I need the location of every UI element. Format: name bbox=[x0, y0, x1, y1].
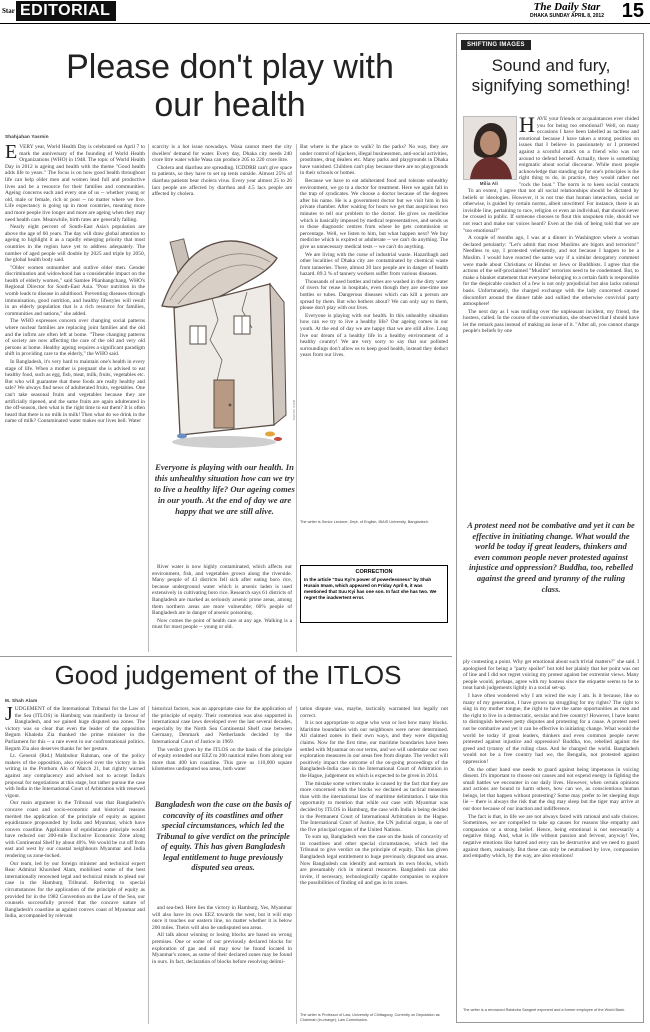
column-label: SHIFTING IMAGES bbox=[461, 40, 531, 50]
article2-col2 bbox=[152, 706, 292, 796]
dateline: DHAKA SUNDAY APRIL 8, 2012 bbox=[529, 13, 604, 19]
article1-col2-bottom bbox=[152, 564, 292, 654]
masthead bbox=[530, 1, 604, 19]
paragraph: "Older women outnumber and outlive older men. Gender discrimination and widowhood has a considerable impact on the health of elderly women," said Samlee Plianbangchang, WHO's Regional Director for South-East Asia. "Poor nutrition in the womb leads to disease in adulthood. Preventing diseases through immunisation, good nutrition, and healthy lifestyles will result in an elderly population that is a rich resource for families, communities and nations," she added. bbox=[5, 264, 145, 317]
column3-pull-quote: A protest need not be combative and yet it can be effective in initiating change. What would the world be today if great leaders, thinkers and even common people never protested against injustice and oppression? Buddha, too, rebelled against the greed and tyranny of the ruling class. bbox=[467, 521, 635, 594]
column3-headline: Sound and fury, signifying something! bbox=[471, 56, 631, 95]
paragraph: River water is now highly contaminated, which affects our environment, fish, and vegetables grown along the riverside. Many people of 43 districts fell sick after eating boro rice, because underground water which is arsenic laden is used extensively in cultivating boro rice. Research says 61 districts of Bangladesh are marked as seriously arsenic prone areas, among them northern areas are more vulnerable; 60% people of Bangladesh are in danger of arsenic poisoning. bbox=[152, 564, 292, 617]
paragraph: Now comes the point of health care at any age. Walking is a must for most people -- young or old. bbox=[152, 617, 292, 631]
shifting-images-column bbox=[456, 33, 644, 1023]
paragraph: I have often wondered why I am wired the way I am. Is it because, like so many of my generation, I have grown up struggling for my rights? The right to sing in my mother tongue, the right to have the same opportunities as men and the right to live in a democratic, secular and free country! However, I have learnt to distinguish between petty disputes and protesting for a cause. A protest need not be combative and yet it can be effective in initiating change. What would the world be today if great leaders, thinkers and even common people never protested against injustice and oppression? Buddha, too, rebelled against the greed and tyranny of the ruling class. And he changed the world. Bangladesh would not be a free country had we, the Bengalis, not protested against oppression! bbox=[463, 692, 639, 765]
paragraph: But where is the place to walk? In the parks? No way, they are under control of hijackers, illegal businessmen, anti-social activities, prostitutes, drug dealers etc. Many parks and playgrounds in Dhaka have vanished. Children can't play because there are no playgrounds in their schools or homes. bbox=[300, 144, 448, 177]
paragraph: The WHO expresses concern over changing social patterns where nuclear families are replacing joint families and the old and the infirm are often left at home. "These changing patterns of society are now affecting the care of the old and very old persons at home. Healthy ageing requires a significant paradigm shift in providing care to the elderly," the WHO said. bbox=[5, 318, 145, 358]
author-portrait-image bbox=[464, 117, 516, 179]
paragraph: UDGEMENT of the International Tribunal for the Law of the Sea (ITLOS) in Hamburg was manifestly in favour of Bangladesh, and we gained huge disputed sea zones. The victory was so clear that even the leader of the opposition Begum Khaleda Zia thanked the prime minister in the Parliament for this -- a rare event in our confrontational politics. Begum Zia also deserves thanks for her gesture. bbox=[5, 706, 145, 752]
crumbling-house-image bbox=[152, 210, 297, 455]
article1-pull-quote: Everyone is playing with our health. In this unhealthy situation how can we try to live a healthy life? Our ageing comes in our youth. At the end of day we are happy that we are still alive. bbox=[154, 462, 295, 516]
paragraph: On the other hand one needs to guard against being impetuous in voicing dissent. It's important to choose our causes and not expend energy in fighting the small battles we encounter in our daily lives. However, when certain opinions and actions are bound to harm others, how can we, as conscientious human beings, let that happen without protesting? Some may prefer to let sleeping dogs lie -- there is always the risk that the dog may sleep but the tiger may arrive at our door because of our inaction and indifference. bbox=[463, 766, 639, 813]
paragraph: scarcity is a hot issue nowadays. Wasa cannot meet the city dwellers' demand for water. Every day, Dhaka city needs 240 crore litre water while Wasa can produce 205 to 220 crore litre. bbox=[152, 144, 292, 164]
paragraph: Because we have to eat adulterated food and tolerate unhealthy environment, we go to a doctor for treatment. Here we again fall in the trap of syndicates. We choose a doctor because of the degrees after his name. He is a government doctor but we visit him in his private chamber. After waiting for hours we get that auspicious two minutes to tell our problem to the doctor. He gives us medicine which is basically imposed by medical representatives, and sends us to those diagnostic centres from where he gets commission or percentage. Well, we listen to him, but what happen next? We buy medicine which is expired or adulterate -- we can't do anything. The give us unnecessary medical tests -- we can't do anything. bbox=[300, 177, 448, 250]
article-divider bbox=[0, 656, 452, 657]
paragraph: Nearly eight percent of South-East Asia's population are above the age of 60 years. The day will draw global attention to ageing to highlight it as a rapidly emerging priority that most countries in the region have yet to address adequately. The number of aged people will double by 2025 and triple by 2050, the global health body said. bbox=[5, 224, 145, 264]
article2-footnote: The writer is Professor of Law, University of Chittagong. Currently on Deputation as Chairman (in-charge), Law Commission. bbox=[300, 1013, 440, 1022]
section-title: EDITORIAL bbox=[16, 1, 116, 21]
author-name: Milia Ali bbox=[479, 181, 499, 186]
article1-footnote: The writer is Senior Lecturer, Dept. of English, IBAIS University, Bangladesh. bbox=[300, 520, 429, 524]
correction-title: CORRECTION bbox=[355, 569, 393, 575]
paragraph: Lt. General (Rtd.) Mahbubur Rahman, one of the policy makers of the opposition, also rejoiced over the victory in his writing in the Prothom Alo of March 21, but rightly warned against any complacency and advised not to accept India's proposal for negotiations at this stage, but rather pursue the case with India in the International Court of Arbitration with renewed vigour. bbox=[5, 753, 145, 799]
article2-col1 bbox=[5, 706, 145, 1024]
paragraph: To sum up, Bangladesh won the case on the basis of concavity of its coastlines and other special circumstances, which led the Tribunal to give verdict on the principle of equity. This has given Bangladesh legal entitlement to huge previously disputed sea areas. Now Bangladesh can identify and earmark its own blocks, which are presumably rich in mineral resources. Bangladesh can also invite, if necessary, technologically capable companies to explore the possibilities of finding oil and gas in its zones. bbox=[300, 834, 448, 887]
article1-col2 bbox=[152, 144, 292, 204]
paragraph: Thousands of used bottles and tubes are washed in the dirty water of rivers for reuse in hospitals, even though they are one-time use bottles or tubes. Dangerous diseases which can kill a person are spread by them. But who bothers about? We can only say to them, please don't play with our lives. bbox=[300, 278, 448, 312]
header-rule bbox=[0, 23, 650, 24]
page-header bbox=[0, 0, 650, 22]
column3-footnote: The writer is a renowned Rabindra Sangeet exponent and a former employee of the World Bank. bbox=[463, 1008, 626, 1012]
paragraph: ply contesting a point. Why get emotional about such trivial matters?" she said. I apologised for being a "party spoiler" but told her plainly that her point was out of line and I did not regret voicing my protest against her extremist views. Many people would, perhaps, agree with my hostess since the etiquette seems to be to treat harsh judgements lightly in a social set-up. bbox=[463, 659, 639, 692]
article2-col3 bbox=[300, 706, 448, 1008]
column-divider bbox=[296, 144, 297, 652]
paragraph: VERY year, World Health Day is celebrated on April 7 to mark the anniversary of the founding of World Health Organizations (WHO) in 1948. The topic of World Health Day in 2012 is ageing and health with the theme "Good health adds life to years." The focus is on how good health throughout life can help older men and women lead full and productive lives and be a resource for their families and communities. Ageing concerns each and every one of us -- whether young or old, male or female, rich or poor -- no matter where we live. Life expectancy is going up in most countries, meaning more and more people live longer and more are ageing when they may need health care. Meanwhile, birth rates are generally falling. bbox=[5, 144, 145, 223]
paragraph: To an extent, I agree that not all social relationships should be dictated by beliefs or ideologies. However, it is not true that human interaction, social or otherwise, is guided by certain norms, albeit unwritten! For instance, there is an invisible line, pertaining to race, religion or even an individual, that should never be crossed in public. If someone chooses to flout this unspoken rule, should we not react and make our voices heard? Even at the risk of being told that we are "too emotional?" bbox=[463, 188, 639, 234]
paragraph: Our team, led by our foreign minister and technical expert Rear Admiral Khurshed Alam, mobilised some of the best internationally renowned legal and technical minds to plead our case in the Hamburg Tribunal. Referring to special circumstances for the application of the principle of equity as provided for in the 1982 Convention on the Law of the Sea, our counsels successfully proved that the concave nature of Bangladesh's coastline as against convex coast of Myanmar and India, accompanied by relevant bbox=[5, 860, 145, 920]
paragraph: The next day as I was mulling over the unpleasant incident, my friend, the hostess, called. In the course of the conversation, she observed that I should have let the remark pass instead of making an issue of it. "After all, you cannot change people's beliefs by one bbox=[463, 308, 639, 335]
paragraph: Cholera and diarrhea are spreading. ICDDRB can't give space to patients, so they have to set up tents outside. Almost 25% of diarrhea patients bear cholera virus. Every year almost 25 to 26 lacs people are affected by diarrhea and 4.5 lacs people are affected by cholera. bbox=[152, 164, 292, 198]
article2-dropcap: J bbox=[5, 706, 13, 725]
masthead-name: The Daily Star bbox=[533, 1, 601, 13]
house-illustration bbox=[152, 210, 297, 455]
paragraph: We are living with the curse of industrial waste. Hazaribagh and other localities of Dhaka city are contaminated by chemical waste from tanneries. There, almost 20 lacs people are in danger of health hazard. 89.3 % of tannery workers suffer from various diseases. bbox=[300, 251, 448, 278]
paragraph: The fact is that, in life we are not always faced with rational and safe choices. Sometimes, we are compelled to take up causes for reasons like empathy and compassion or a strong belief. Hence, being emotional is not necessarily a negative thing. And, what is life without passion and fervour, anyway! Yes, negative emotions like hatred and envy can be destructive and we need to guard against them, zealously. But these can only be neutralised by love, compassion and empathy which, by the way, are also emotions! bbox=[463, 813, 639, 860]
column-divider bbox=[148, 706, 149, 1024]
correction-box bbox=[300, 565, 448, 623]
paragraph: Our main argument in the Tribunal was that Bangladesh's concave coast and socio-economic and historical reasons merited the application of the principle of equity as against equidistance propounded by India and Myanmar, which have convex coastline. Application of equidistance principle would have reduced our 200-mile Exclusive Economic Zone along with Continental Shelf by about 40%. We would be cut off from east and west by our coastal neighbours Myanmar and India rendering us zone-locked. bbox=[5, 800, 145, 860]
article2-col2-bottom bbox=[152, 905, 292, 1025]
article2-byline: M. Shah Alam bbox=[5, 698, 38, 703]
page-number: 15 bbox=[621, 0, 644, 22]
article1-headline: Please don't play with our health bbox=[66, 48, 394, 124]
paragraph: AVE your friends or acquaintances ever chided you for being too emotional? Well, on many occasions I have been labelled as tactless and emotional because I have taken a strong position on issues that I believe in passionately or I protested against a scornful attack on a friend who was not around to defend herself. Actually, there is something enigmatic about social discourse. While most people acknowledge that standing up for one's principles is the right thing to do, in practice, they would rather not "rock the boat." The norm is to keep social contacts bbox=[519, 116, 639, 186]
correction-body: In the article "Suu Kyi's power of powerlessness" by Shah Husain Imam, which appeared on Friday April 6, it was mentioned that Suu Kyi has one son. In fact she has two. We regret the inadvertent error. bbox=[304, 577, 437, 600]
column3-body bbox=[463, 188, 639, 518]
paragraph: historical factors, was an appropriate case for the application of the principle of equity. Their contention was also supported in international case laws developed over the last several decades, especially by the North Sea Continental Shelf case between Germany, Denmark and Netherlands decided by the International Court of Justice in 1969. bbox=[152, 706, 292, 745]
article1-dropcap: E bbox=[5, 144, 18, 163]
column3-body-bottom bbox=[463, 659, 639, 1004]
article2-pull-quote: Bangladesh won the case on the basis of concavity of its coastlines and other special circumstances, which led the Tribunal to give verdict on the principle of equity. This has given Bangladesh legal entitlement to huge previously disputed sea areas. bbox=[154, 800, 292, 872]
paragraph: The mistake some writers make is caused by the fact that they are more concerned with the blocks we declared as tactical measures than with the international law of maritime delimitation. I take this opportunity to mention that while our case with Myanmar was decided by ITLOS in Hamburg, the case with India is being decided in the Permanent Court of International Arbitration in the Hague. The International Court of Justice, the UN judicial organ, is one of the five principal organs of the United Nations. bbox=[300, 780, 448, 833]
column-divider bbox=[148, 144, 149, 652]
column3-intro bbox=[519, 116, 639, 186]
paragraph: and sea-bed. Here lies the victory in Hamburg. Yes, Myanmar will also have its own EEZ towards the west, but it will stop once it touches our eastern line, no matter whether it is below 200 miles. Theirs will also be undisputed sea areas. bbox=[152, 905, 292, 931]
paragraph: All talk about winning or losing blocks are based on wrong premises. One or some of our previously declared blocks for exploration of gas and oil may now be found located in Myanmar's zones, as some of their declared zones may be found in ours. In fact, declaration of blocks before resolving delimi- bbox=[152, 932, 292, 965]
photo-credit: PHOTO: STAR bbox=[292, 400, 296, 421]
article1-col1 bbox=[5, 144, 145, 652]
paragraph: In Bangladesh, it's very hard to maintain one's health in every stage of life. When a mother is pregnant she is advised to eat healthy food, such as egg, fish, meat, milk, fruits, vegetables etc. But who will guarantee that these foods are really healthy and safe? We always find news of adulterated fruits, vegetables. One can't take seasonal fruits and vegetables because they are artificially ripened, and the same fruits are again adulterated in the off-season, then what is the right time to eat them? It is often heard that there is no milk in milk! Then what do we drink in the name of milk? Contaminated water makes our lives hell. Water bbox=[5, 359, 145, 425]
column-divider bbox=[296, 706, 297, 1024]
article2-headline: Good judgement of the ITLOS bbox=[54, 660, 402, 690]
column3-dropcap: H bbox=[519, 116, 535, 137]
article1-byline: Shahjahan Yasmin bbox=[5, 134, 49, 139]
article1-col3 bbox=[300, 144, 448, 518]
star-logo: Star bbox=[2, 6, 15, 15]
paragraph: A couple of months ago, I was at a dinner in Washington where a woman declared petulantly: "Let's admit that most Muslims are bigots and terrorists!" Needless to say, I protested vehemently, and not because I happen to be a Muslim. I would have reacted the same way if a similar derogatory comment were made about Christians or Hindus or Jews or Buddhists. I agree that the actions of the self-proclaimed "Muslim" terrorists need to be condemned. But, to make a blanket statement that everyone belonging to a certain faith is responsible for the despicable conduct of a few is not only prejudicial but also lacks rational basis. Unfortunately, the charged exchange with the lady concerned caused discomfort around the dinner table and sullied the otherwise convivial party atmosphere! bbox=[463, 235, 639, 308]
paragraph: tation dispute was, maybe, tactically warranted but legally not correct. bbox=[300, 706, 448, 719]
paragraph: It is not appropriate to argue who won or lost how many blocks. Maritime boundaries with our neighbours were never determined. All claimed zones in their own ways, and they were disputing claims. Now for the first time, our maritime boundaries have been settled with Myanmar on our terms, and we will undertake our own exploration measures in our areas free from dispute. The verdict will positively impact the outcome of the on-going proceedings of the Bangladesh-India case in the International Court of Arbitration in the Hague, judgement on which is expected to be given in 2014. bbox=[300, 720, 448, 779]
author-photo bbox=[463, 116, 517, 180]
paragraph: The verdict given by the ITLOS on the basis of the principle of equity extended our EEZ to 200 nautical miles from along our more than 400 km coastline. This gave us 110,000 square kilometres undisputed sea areas, both water bbox=[152, 746, 292, 773]
paragraph: Everyone is playing with our health. In this unhealthy situation how can we try to live a healthy life? Our ageing comes in our youth. At the end of day we are happy that we are still alive. Long live our dream of a healthy life in a healthy environment of a healthy country! We are very sorry to say that our polluted surroundings don't allow us to keep good health, instead they deduct years from our lives. bbox=[300, 312, 448, 359]
